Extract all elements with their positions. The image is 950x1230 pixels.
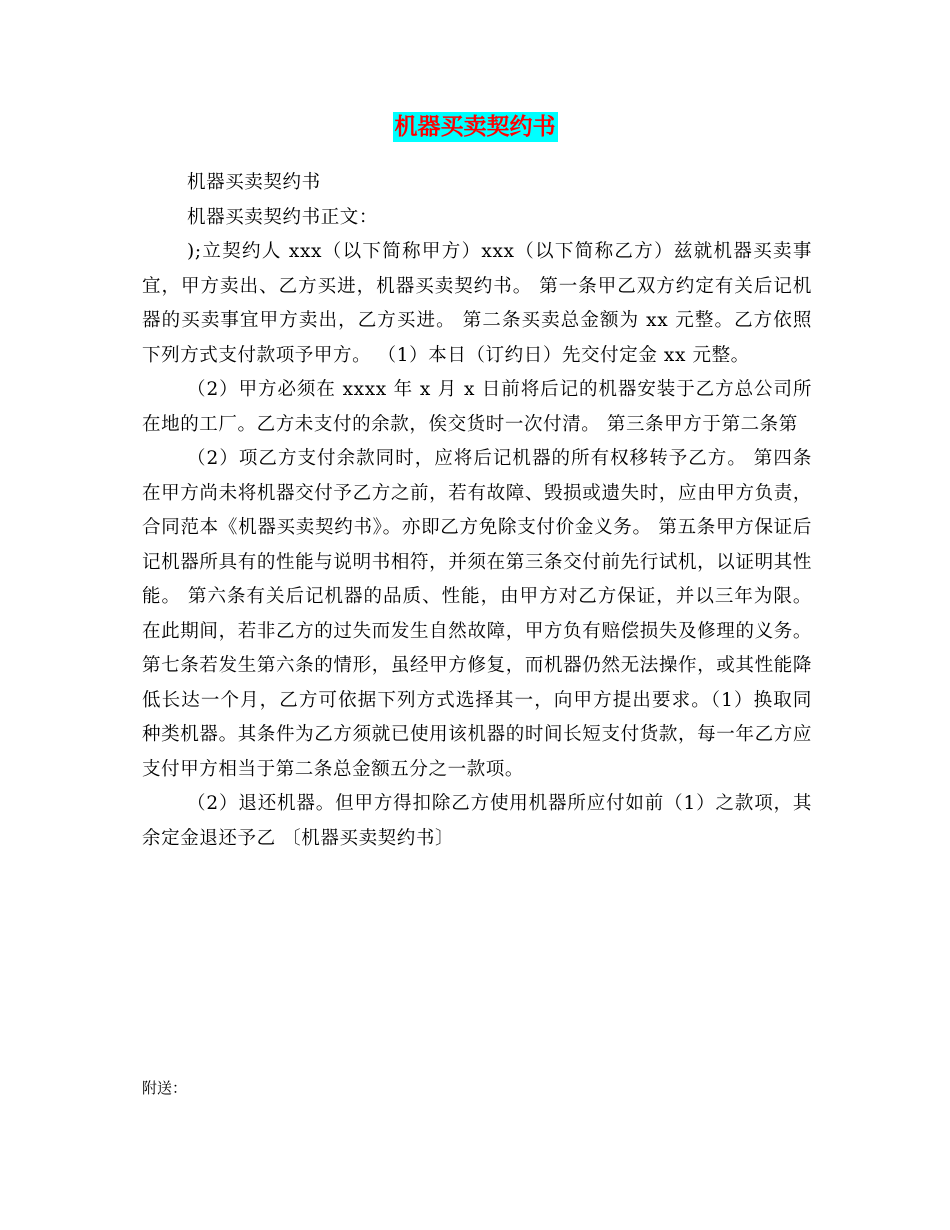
title-wrap	[0, 112, 950, 142]
document-title: 机器买卖契约书	[394, 114, 556, 140]
paragraph-body-label: 机器买卖契约书正文：	[187, 206, 379, 228]
attachment-label: 附送：	[142, 1079, 188, 1097]
paragraph-heading: 机器买卖契约书	[187, 172, 321, 193]
paragraph-clauses-1-2: );立契约人 xxx（以下简称甲方）xxx（以下简称乙方）兹就机器买卖事宜，甲方卖出、乙方买进，机器买卖契约书。 第一条甲乙双方约定有关后记机器的买卖事宜甲方卖出，乙方买进。 第二条买卖总金额为 xx 元整。乙方依照下列方式支付款项予甲方。 （1）本日（订约日）先交付定金 xx 元整。	[142, 241, 812, 366]
paragraph-return: （2）退还机器。但甲方得扣除乙方使用机器所应付如前（1）之款项，其余定金退还予乙 〔机器买卖契约书〕	[142, 793, 812, 849]
document-body	[142, 166, 812, 856]
paragraph-clauses-4-7: （2）项乙方支付余款同时，应将后记机器的所有权移转予乙方。 第四条在甲方尚未将机器交付予乙方之前，若有故障、毁损或遗失时，应由甲方负责，合同范本《机器买卖契约书》。亦即乙方免除支付价金义务。 第五条甲方保证后记机器所具有的性能与说明书相符，并须在第三条交付前先行试机，以证明其性能。 第六条有关后记机器的品质、性能，由甲方对乙方保证，并以三年为限。在此期间，若非乙方的过失而发生自然故障，甲方负有赔偿损失及修理的义务。 第七条若发生第六条的情形，虽经甲方修复，而机器仍然无法操作，或其性能降低长达一个月，乙方可依据下列方式选择其一，向甲方提出要求。（1）换取同种类机器。其条件为乙方须就已使用该机器的时间长短支付货款，每一年乙方应支付甲方相当于第二条总金额五分之一款项。	[142, 448, 812, 780]
paragraph-installation: （2）甲方必须在 xxxx 年 x 月 x 日前将后记的机器安装于乙方总公司所在地的工厂。乙方未支付的余款，俟交货时一次付清。 第三条甲方于第二条第	[142, 379, 812, 435]
